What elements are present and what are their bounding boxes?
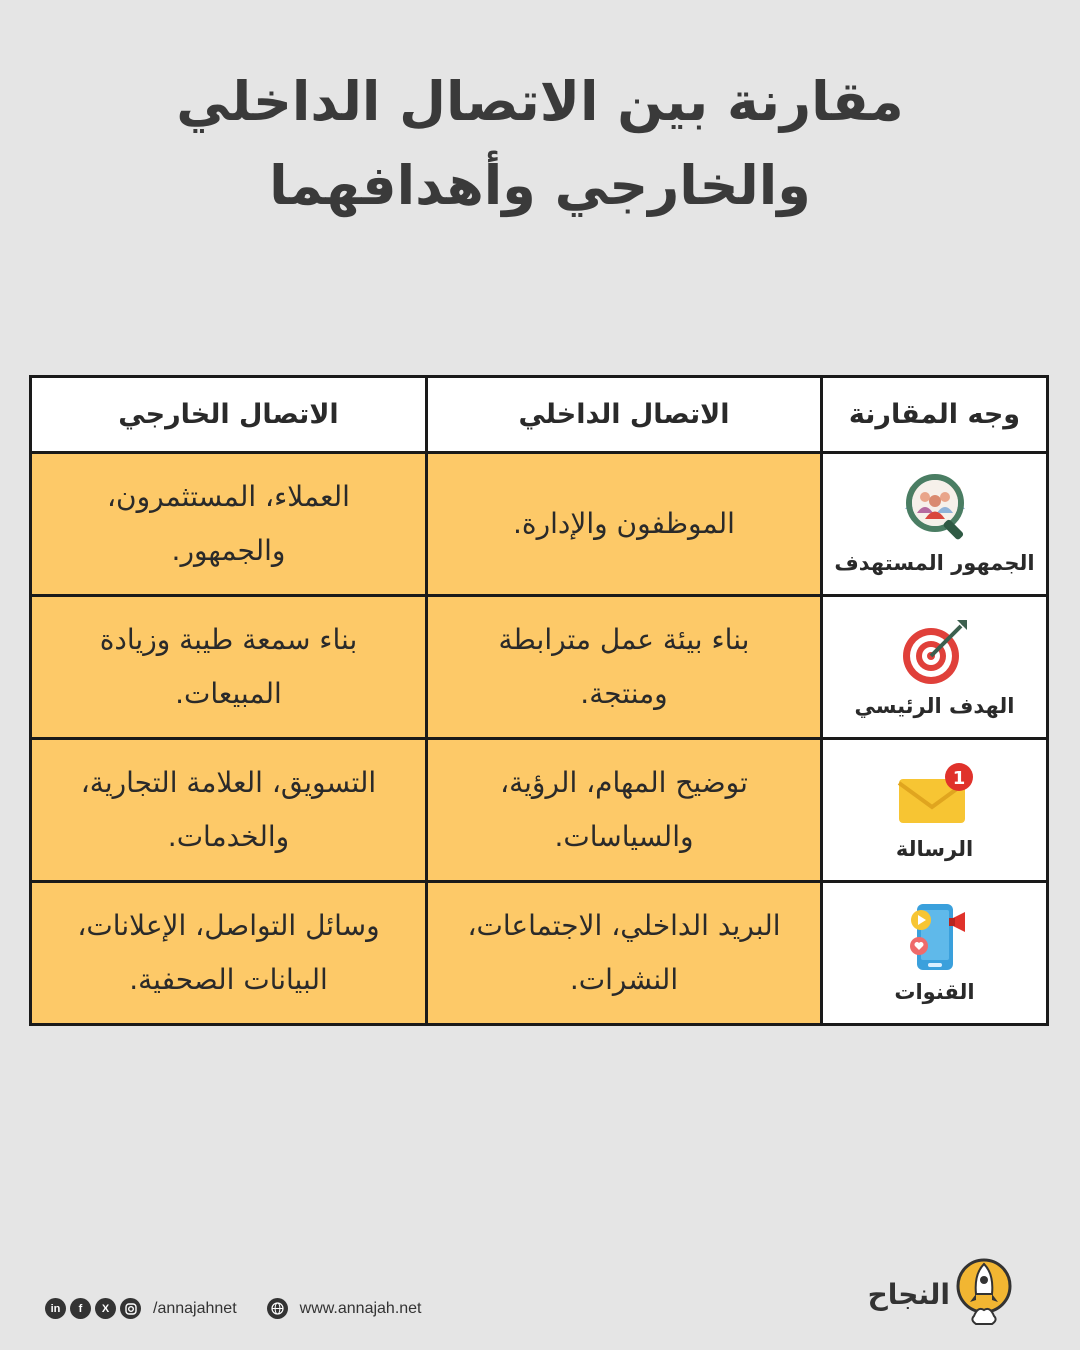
social-handle[interactable]: /annajahnet [153, 1299, 237, 1317]
page-title: مقارنة بين الاتصال الداخلي والخارجي وأهدافهما [176, 70, 904, 217]
brand-name: النجاح [867, 1277, 950, 1311]
aspect-label: القنوات [894, 980, 975, 1004]
comparison-table [29, 375, 1049, 1026]
facebook-icon[interactable]: f [70, 1298, 91, 1319]
table-header-row [31, 377, 1048, 453]
envelope-notification-icon [897, 759, 973, 829]
table-row [31, 882, 1048, 1025]
rocket-icon [956, 1258, 1012, 1330]
header-internal: الاتصال الداخلي [427, 377, 822, 453]
instagram-icon[interactable] [120, 1298, 141, 1319]
aspect-cell [822, 739, 1048, 882]
brand-logo [868, 1258, 1012, 1330]
aspect-cell [822, 453, 1048, 596]
internal-cell: توضيح المهام، الرؤية، والسياسات. [427, 739, 822, 882]
audience-magnifier-icon [897, 473, 973, 543]
footer-links [45, 1298, 422, 1319]
x-icon[interactable]: X [95, 1298, 116, 1319]
table-row [31, 739, 1048, 882]
aspect-label: الجمهور المستهدف [834, 551, 1035, 575]
header-aspect: وجه المقارنة [822, 377, 1048, 453]
external-cell: التسويق، العلامة التجارية، والخدمات. [31, 739, 427, 882]
phone-media-icon [897, 902, 973, 972]
internal-cell: الموظفون والإدارة. [427, 453, 822, 596]
external-cell: وسائل التواصل، الإعلانات، البيانات الصحفية. [31, 882, 427, 1025]
table-row [31, 596, 1048, 739]
aspect-label: الهدف الرئيسي [854, 694, 1015, 718]
table-row [31, 453, 1048, 596]
aspect-label: الرسالة [895, 837, 974, 861]
target-arrow-icon [897, 616, 973, 686]
external-cell: العملاء، المستثمرون، والجمهور. [31, 453, 427, 596]
svg-text:1: 1 [952, 768, 965, 789]
internal-cell: البريد الداخلي، الاجتماعات، النشرات. [427, 882, 822, 1025]
aspect-cell [822, 882, 1048, 1025]
header-external: الاتصال الخارجي [31, 377, 427, 453]
aspect-cell [822, 596, 1048, 739]
external-cell: بناء سمعة طيبة وزيادة المبيعات. [31, 596, 427, 739]
linkedin-icon[interactable]: in [45, 1298, 66, 1319]
website-link[interactable]: www.annajah.net [299, 1299, 422, 1317]
globe-icon [267, 1298, 288, 1319]
internal-cell: بناء بيئة عمل مترابطة ومنتجة. [427, 596, 822, 739]
